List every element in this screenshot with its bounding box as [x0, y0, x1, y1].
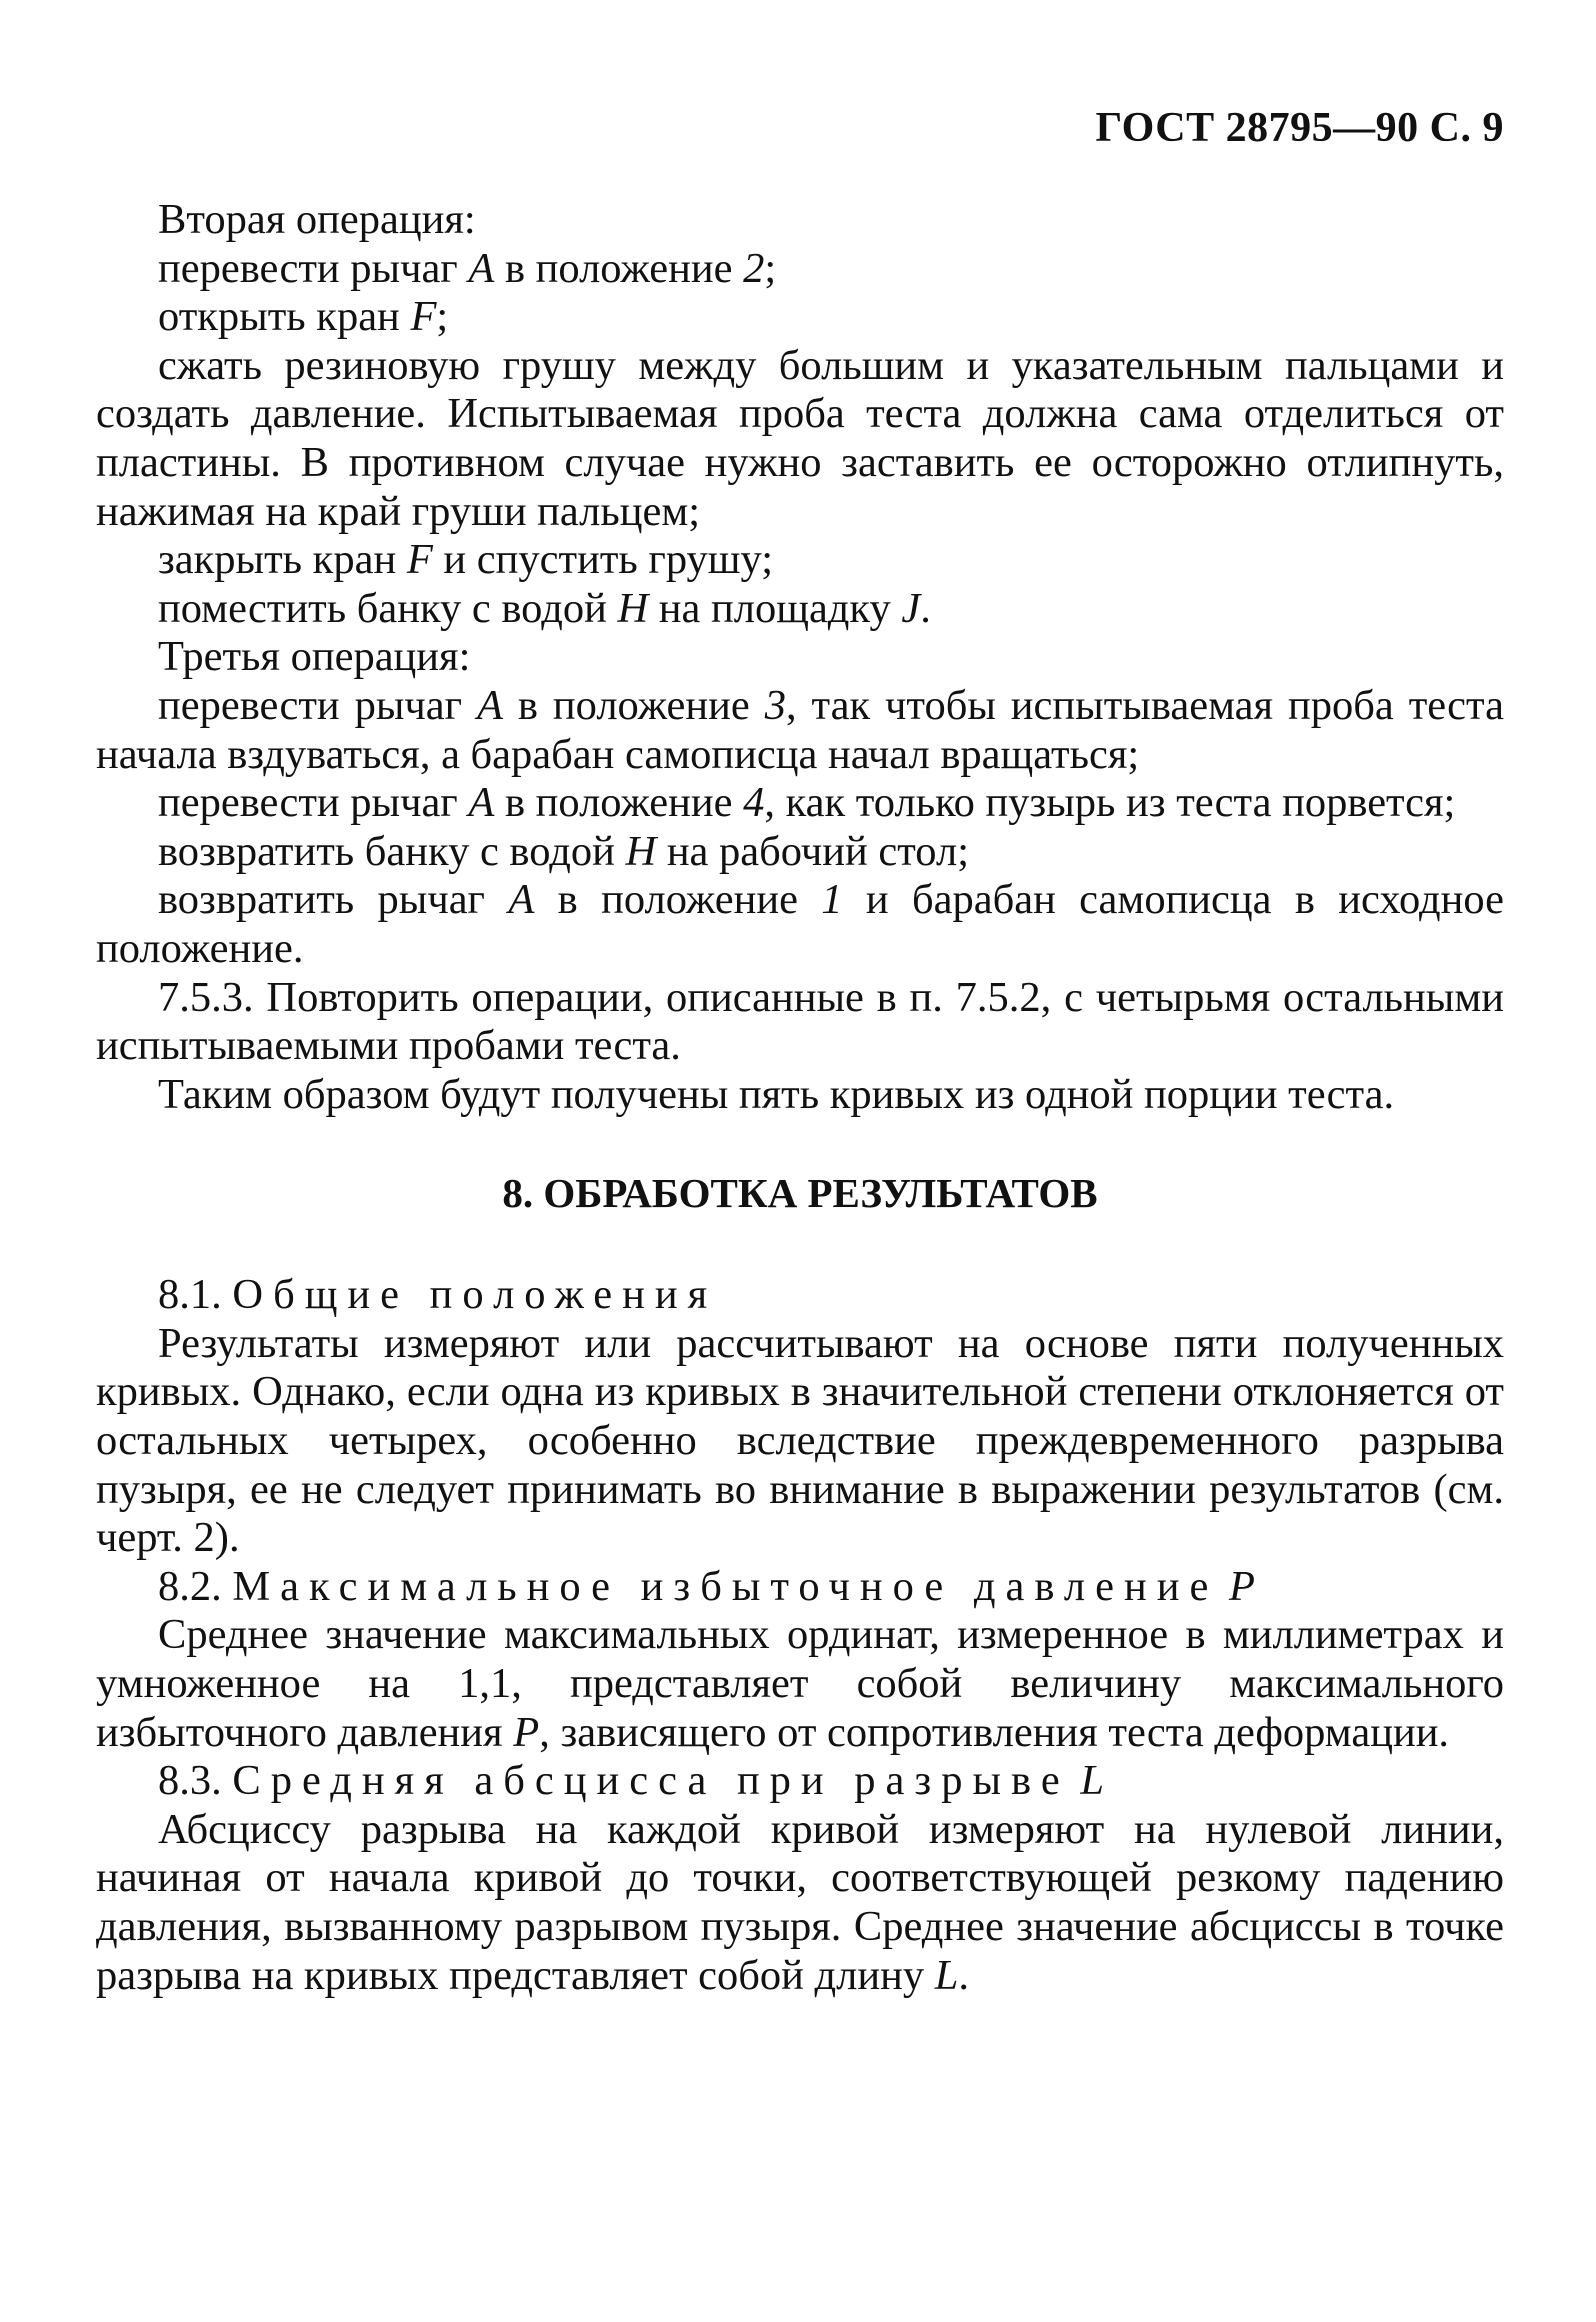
- italic-symbol: J: [901, 584, 921, 632]
- text-run: сжать резиновую грушу между большим и указательным пальцами и создать давление. Испытываемая проба теста должна сама отделиться от пластины. В противном случае нужно заставить ее осторожно отлипнуть, нажимая на край груши пальцем;: [96, 341, 1504, 535]
- text-run: .: [920, 584, 931, 632]
- text-run: 8.3.: [158, 1757, 233, 1805]
- italic-symbol: 4: [743, 779, 765, 827]
- paragraph: [96, 342, 1504, 536]
- section-title: 8. ОБРАБОТКА РЕЗУЛЬТАТОВ: [502, 1170, 1098, 1217]
- italic-symbol: A: [477, 681, 503, 729]
- italic-symbol: H: [617, 584, 649, 632]
- spaced-heading: Общие положения: [232, 1271, 718, 1319]
- italic-symbol: P: [1228, 1562, 1255, 1610]
- italic-symbol: P: [513, 1708, 540, 1756]
- italic-symbol: 2: [743, 244, 765, 292]
- page-body: [96, 196, 1504, 2000]
- text-run: Третья операция:: [158, 633, 471, 681]
- paragraph: [96, 1806, 1504, 2000]
- italic-symbol: A: [468, 244, 495, 292]
- paragraph: [96, 585, 1504, 634]
- text-run: возвратить банку с водой: [158, 827, 626, 875]
- italic-symbol: F: [406, 536, 433, 584]
- text-run: и спустить грушу;: [432, 536, 774, 584]
- text-run: закрыть кран: [158, 536, 407, 584]
- text-run: Таким образом будут получены пять кривых из одной порции теста.: [158, 1070, 1395, 1118]
- paragraph: [96, 633, 1504, 682]
- text-run: в положение: [502, 681, 765, 729]
- italic-symbol: F: [410, 293, 437, 341]
- paragraph: [96, 1271, 1504, 1320]
- paragraph: [96, 245, 1504, 294]
- text-run: 7.5.3. Повторить операции, описанные в п. 7.5.2, с четырьмя остальными испытываемыми пробами теста.: [96, 973, 1504, 1070]
- text-run: перевести рычаг: [158, 244, 469, 292]
- paragraph: [96, 828, 1504, 877]
- text-run: перевести рычаг: [158, 779, 469, 827]
- text-run: на площадку: [648, 584, 902, 632]
- text-run: ;: [436, 293, 449, 341]
- text-run: перевести рычаг: [158, 681, 477, 729]
- text-run: Среднее значение максимальных ординат, измеренное в миллиметрах и умноженное на 1,1, представляет собой величину максимального избыточного давления: [96, 1611, 1504, 1756]
- paragraph: [96, 1563, 1504, 1612]
- paragraph: [96, 682, 1504, 779]
- text-run: поместить банку с водой: [158, 584, 618, 632]
- paragraphs-before: [96, 196, 1504, 1119]
- text-run: и барабан самописца в исходное положение.: [96, 876, 1504, 972]
- text-run: ;: [764, 244, 777, 292]
- paragraph: [96, 779, 1504, 828]
- text-run: в положение: [534, 876, 822, 924]
- paragraph: [96, 536, 1504, 585]
- paragraph: [96, 196, 1504, 245]
- italic-symbol: H: [625, 827, 657, 875]
- paragraph: [96, 1757, 1504, 1806]
- paragraph: [96, 876, 1504, 973]
- paragraphs-after: [96, 1271, 1504, 2000]
- paragraph: [96, 974, 1504, 1071]
- italic-symbol: 1: [821, 876, 843, 924]
- paragraph: [96, 1611, 1504, 1757]
- italic-symbol: 3: [764, 681, 786, 729]
- italic-symbol: L: [934, 1951, 959, 1999]
- italic-symbol: A: [508, 876, 535, 924]
- paragraph: [96, 1320, 1504, 1563]
- text-run: , зависящего от сопротивления теста деформации.: [539, 1708, 1450, 1756]
- page-header: ГОСТ 28795—90 С. 9: [1095, 105, 1504, 151]
- text-run: в положение: [494, 779, 744, 827]
- italic-symbol: L: [1080, 1757, 1104, 1805]
- text-run: Вторая операция:: [158, 196, 476, 243]
- text-run: [1070, 1757, 1081, 1804]
- text-run: на рабочий стол;: [656, 827, 970, 875]
- spaced-heading: Средняя абсцисса при разрыве: [232, 1757, 1070, 1805]
- paragraph: [96, 1071, 1504, 1120]
- text-run: Абсциссу разрыва на каждой кривой измеряют на нулевой линии, начиная от начала кривой до точки, соответствующей резкому падению давления, вызванному разрывом пузыря. Среднее значение абсциссы в точке разрыва на кривых представляет собой длину: [96, 1805, 1504, 1999]
- text-run: , так чтобы испытываемая проба теста начала вздуваться, а барабан самописца начал вращаться;: [96, 681, 1505, 778]
- text-run: в положение: [494, 244, 744, 292]
- italic-symbol: A: [468, 779, 495, 827]
- paragraph: [96, 293, 1504, 342]
- text-run: Результаты измеряют или рассчитывают на основе пяти полученных кривых. Однако, если одна из кривых в значительной степени отклоняется от остальных четырех, особенно вследствие преждевременного разрыва пузыря, ее не следует принимать во внимание в выражении результатов (см. черт. 2).: [96, 1319, 1504, 1562]
- text-run: , как только пузырь из теста порвется;: [764, 779, 1456, 827]
- text-run: 8.2.: [158, 1562, 233, 1610]
- text-run: возвратить рычаг: [158, 876, 509, 924]
- text-run: [1218, 1563, 1229, 1610]
- text-run: 8.1.: [158, 1271, 233, 1319]
- text-run: .: [958, 1951, 969, 1999]
- spaced-heading: Максимальное избыточное давление: [232, 1562, 1219, 1610]
- text-run: открыть кран: [158, 293, 411, 341]
